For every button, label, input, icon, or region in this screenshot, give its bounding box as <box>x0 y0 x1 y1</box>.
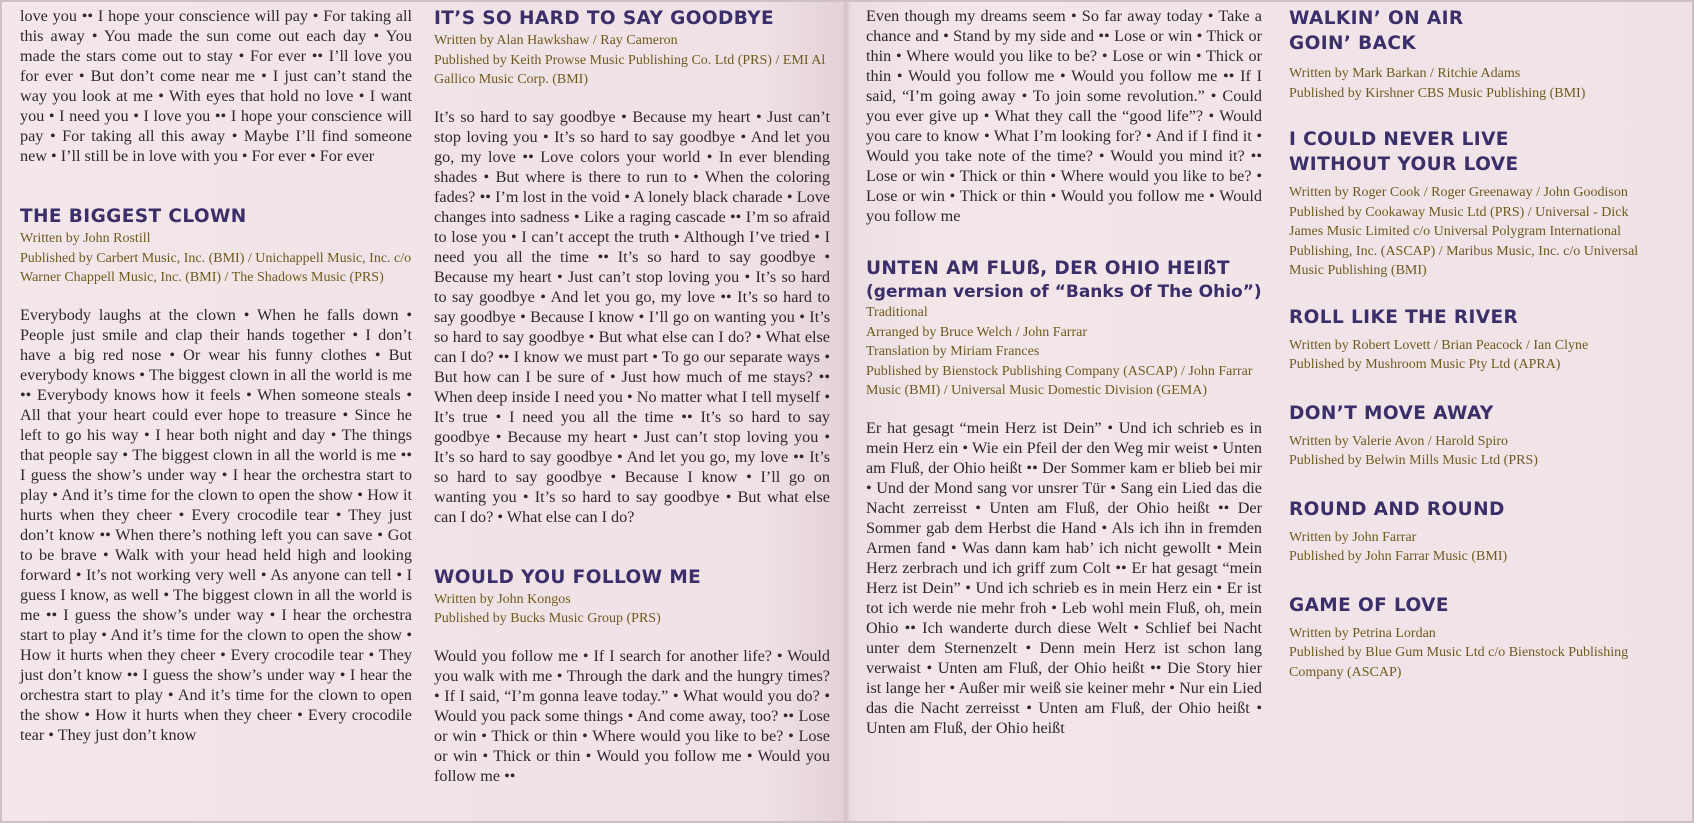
song-title-line-2: WITHOUT YOUR LOVE <box>1289 154 1519 175</box>
credit-publisher: Published by Blue Gum Music Ltd c/o Bienstock Publishing Company (ASCAP) <box>1289 645 1629 680</box>
song-title: DON’T MOVE AWAY <box>1289 402 1494 424</box>
song-title: ROLL LIKE THE RIVER <box>1289 306 1519 328</box>
song-i-could-never-live-without-your-love <box>1289 127 1664 281</box>
song-round-and-round <box>1289 497 1664 567</box>
credit-publisher: Published by Mushroom Music Pty Ltd (APRA) <box>1289 357 1561 372</box>
credit-publisher: Published by John Farrar Music (BMI) <box>1289 549 1508 564</box>
credit-writer: Written by Mark Barkan / Ritchie Adams <box>1289 66 1521 81</box>
credit-writer: Written by Robert Lovett / Brian Peacock / Ian Clyne <box>1289 337 1589 353</box>
booklet-fold <box>842 0 850 823</box>
song-title: THE BIGGEST CLOWN <box>20 206 247 227</box>
song-lyrics: Er hat gesagt “mein Herz ist Dein” • Und ich schrieb es in mein Herz ein • Wie ein Pfeil der den Weg mir weist • Unten am Fluß, der Ohio heißt •• Der Sommer kam er blieb bei mir • Und der Mond sang vor unsrer Tür • Sang ein Lied das die Nacht zerreisst • Unten am Fluß, der Ohio heißt •• Der Sommer gab dem Herbst die Hand • Als ich ihn in fremden Armen fand • Was dann kam hab’ ich nicht gewollt • Mein Herz zerbrach und ich griff zum Colt •• Er hat gesagt “mein Herz ist Dein” • Und ich schrieb es in mein Herz ein • Er ist tot ich werde nie mehr froh • Leb wohl mein Fluß, oh, mein Ohio •• Ich wanderte durch diese Welt • Schlief bei Nacht unter dem Sternenzelt • Denn mein Herz ist schon lang verwaist • Unten am Fluß, der Ohio heißt •• Die Story hier ist lange her • Außer mir weiß sie keiner mehr • Nur ein Lied das die Nacht zerreisst • Unten am Fluß, der Ohio heißt • Unten am Fluß, der Ohio heißt <box>866 418 1262 737</box>
song-credits <box>434 590 830 629</box>
song-title: IT’S SO HARD TO SAY GOODBYE <box>434 8 775 29</box>
song-title: WOULD YOU FOLLOW ME <box>434 566 702 588</box>
song-credits <box>1289 64 1664 103</box>
song-credits <box>1289 183 1664 281</box>
credit-translator: Translation by Miriam Frances <box>866 344 1040 359</box>
credit-writer: Written by Petrina Lordan <box>1289 625 1436 641</box>
credit-publisher: Published by Keith Prowse Music Publishing Co. Ltd (PRS) / EMI Al Gallico Music Corp. (BMI) <box>434 52 826 87</box>
lyrics-continued: love you •• I hope your conscience will pay • For taking all this away • You made the sun come out each day • You made the stars come out to stay • For ever •• I’ll love you for ever • But don’t come near me • I just can’t stand the way you look at me • With eyes that hold no love • I want you • I need you • I love you •• I hope your conscience will pay • For taking all this away • Maybe I’ll find someone new • I’ll still be in love with you • For ever • For ever <box>20 7 412 165</box>
song-would-you-follow-me <box>434 565 830 786</box>
column-2 <box>434 6 830 786</box>
song-unten-am-fluss <box>866 256 1262 738</box>
song-title: UNTEN AM FLUß, DER OHIO HEIßT <box>866 258 1230 279</box>
song-title: ROUND AND ROUND <box>1289 498 1505 520</box>
song-credits <box>1289 528 1664 567</box>
song-credits <box>1289 432 1664 471</box>
song-credits <box>1289 336 1664 375</box>
credit-publisher: Published by Kirshner CBS Music Publishing (BMI) <box>1289 85 1586 101</box>
credit-arranger: Arranged by Bruce Welch / John Farrar <box>866 324 1087 340</box>
lyrics-continued: Even though my dreams seem • So far away today • Take a chance and • Stand by my side and •• Lose or win • Thick or thin • Where would you like to be? • Lose or win • Thick or thin • Would you follow me • Would you follow me •• If I said, “I’m going away • To join some revolution.” • Could you ever give up • What they call the “good life”? • Would you care to know • What I’m looking for? • And if I find it • Would you take note of the time? • Would you mind it? •• Lose or win • Thick or thin • Where would you like to be? • Lose or win • Thick or thin • Would you follow me • Would you follow me <box>866 7 1262 225</box>
song-roll-like-the-river <box>1289 305 1664 375</box>
credit-writer: Written by John Farrar <box>1289 529 1417 545</box>
song-credits <box>1289 624 1664 683</box>
credit-writer: Written by John Kongos <box>434 591 571 607</box>
credit-writer: Written by Alan Hawkshaw / Ray Cameron <box>434 33 678 48</box>
credit-publisher: Published by Carbert Music, Inc. (BMI) / Unichappell Music, Inc. c/o Warner Chappell Music, Inc. (BMI) / The Shadows Music (PRS) <box>20 250 412 285</box>
credit-writer: Written by Roger Cook / Roger Greenaway / John Goodison <box>1289 185 1628 200</box>
credit-publisher: Published by Bucks Music Group (PRS) <box>434 611 661 626</box>
credit-traditional: Traditional <box>866 305 928 320</box>
song-the-biggest-clown <box>20 204 412 745</box>
column-4 <box>1289 6 1664 699</box>
song-title: GAME OF LOVE <box>1289 594 1449 616</box>
column-1 <box>20 6 412 745</box>
song-its-so-hard-to-say-goodbye <box>434 6 830 527</box>
song-lyrics: Would you follow me • If I search for another life? • Would you walk with me • Through the dark and the hungry times? • If I said, “I’m gonna leave today.” • What would you do? • Would you pack some things • And come away, too? •• Lose or win • Thick or thin • Where would you like to be? • Lose or win • Thick or thin • Would you follow me • Would you follow me •• <box>434 646 830 785</box>
song-title: WALKIN’ ON AIR <box>1289 8 1464 29</box>
song-game-of-love <box>1289 593 1664 683</box>
song-credits <box>866 303 1262 401</box>
credit-publisher: Published by Bienstock Publishing Company (ASCAP) / John Farrar Music (BMI) / Universal Music Domestic Division (GEMA) <box>866 363 1253 398</box>
song-subtitle: (german version of “Banks Of The Ohio”) <box>866 282 1262 302</box>
credit-publisher: Published by Cookaway Music Ltd (PRS) / Universal - Dick James Music Limited c/o Universal Polygram International Publishing, Inc. (ASCAP) / Maribus Music, Inc. c/o Universal Music Publishing (BMI) <box>1289 204 1639 278</box>
credit-writer: Written by Valerie Avon / Harold Spiro <box>1289 433 1508 449</box>
song-credits <box>20 229 412 288</box>
song-lyrics: It’s so hard to say goodbye • Because my heart • Just can’t stop loving you • It’s so hard to say goodbye • And let you go, my love •• Love colors your world • In ever blending shades • But where is there to run to • When the coloring fades? •• I’m lost in the void • A lonely black charade • Love changes into sadness • Like a raging cascade •• I’m so afraid to lose you • I can’t accept the truth • Although I’ve tried • I need you all the time •• It’s so hard to say goodbye • Because my heart • Just can’t stop loving you • It’s so hard to say goodbye • And let you go, my love •• It’s so hard to say goodbye • Because I know • I’ll go on wanting you • It’s so hard to say goodbye • But what else can I do? • What else can I do? •• I know we must part • To go our separate ways • But how can I be sure of • Just how much of me stays? •• When deep inside I need you • No matter what I tell myself • It’s true • I need you all the time •• It’s so hard to say goodbye • Because my heart • Just can’t stop loving you • It’s so hard to say goodbye • And let you go, my love •• It’s so hard to say goodbye • Because I know • I’ll go on wanting you • It’s so hard to say goodbye • But what else can I do? • What else can I do? <box>434 107 830 526</box>
song-lyrics: Everybody laughs at the clown • When he falls down • People just smile and clap their hands together • I don’t have a big red nose • Or wear his funny clothes • But everybody knows • The biggest clown in all the world is me •• Everybody knows how it feels • When someone steals • All that your heart could ever hope to treasure • Since he left to go his way • I hear both night and day • The things that people say • The biggest clown in all the world is me •• I guess the show’s under way • I hear the orchestra start to play • And it’s time for the clown to open the show • How it hurts when they cheer • Every crocodile tear • They just don’t know •• When there’s nothing left you can save • Got to be brave • Walk with your head held high and looking forward • It’s not working very well • As anyone can tell • I guess I know, as well • The biggest clown in all the world is me •• I guess the show’s under way • I hear the orchestra start to play • And it’s time for the clown to open the show • How it hurts when they cheer • Every crocodile tear • They just don’t know •• I guess the show’s under way • I hear the orchestra start to play • And it’s time for the clown to open the show • How it hurts when they cheer • Every crocodile tear • They just don’t know <box>20 305 412 744</box>
song-title: I COULD NEVER LIVE <box>1289 129 1509 150</box>
song-credits <box>434 31 830 90</box>
credit-publisher: Published by Belwin Mills Music Ltd (PRS) <box>1289 453 1538 468</box>
song-dont-move-away <box>1289 401 1664 471</box>
song-walkin-on-air-goin-back <box>1289 6 1664 103</box>
song-title-line-2: GOIN’ BACK <box>1289 33 1417 54</box>
credit-writer: Written by John Rostill <box>20 231 151 246</box>
column-3 <box>866 6 1262 738</box>
